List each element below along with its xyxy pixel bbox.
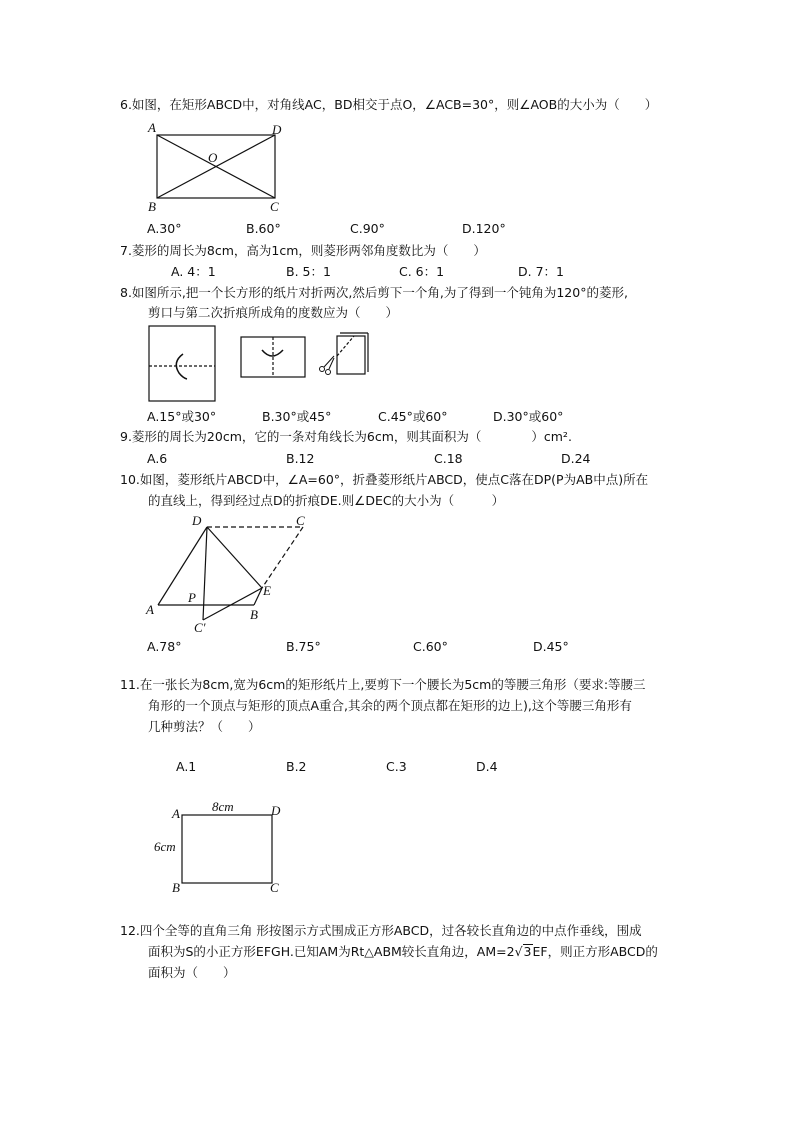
q11-label-b: B bbox=[172, 880, 180, 895]
q10-label-p: P bbox=[188, 590, 196, 605]
q6-label-b: B bbox=[148, 199, 156, 214]
q11-stem-line1: 11.在一张长为8cm,宽为6cm的矩形纸片上,要剪下一个腰长为5cm的等腰三角形（要求:等腰三 bbox=[120, 677, 646, 692]
q8-stem-line1: 8.如图所示,把一个长方形的纸片对折两次,然后剪下一个角,为了得到一个钝角为120°的菱形, bbox=[120, 285, 628, 300]
q12-stem-line1: 12.四个全等的直角三角 形按图示方式围成正方形ABCD，过各较长直角边的中点作垂线，围成 bbox=[120, 923, 642, 938]
q11-label-left: 6cm bbox=[154, 839, 176, 854]
q11-rect bbox=[182, 815, 272, 883]
q12-stem-line2-end: EF，则正方形ABCD的 bbox=[532, 944, 658, 959]
q10-label-b: B bbox=[250, 607, 258, 622]
q6-option-a: A.30° bbox=[147, 221, 182, 236]
q11-label-top: 8cm bbox=[212, 799, 234, 814]
q8-option-c: C.45°或60° bbox=[378, 409, 448, 424]
q6-option-b: B.60° bbox=[246, 221, 281, 236]
q11-stem-line3: 几种剪法？（ ） bbox=[148, 719, 261, 734]
q11-stem-line2: 角形的一个顶点与矩形的顶点A重合,其余的两个顶点都在矩形的边上),这个等腰三角形有 bbox=[148, 698, 632, 713]
q12-stem-line2-start: 面积为S的小正方形EFGH.已知AM为Rt△ABM较长直角边，AM=2 bbox=[148, 944, 515, 959]
q10-label-e: E bbox=[263, 583, 271, 598]
q6-label-o: O bbox=[208, 150, 218, 165]
q10-label-c: C bbox=[296, 513, 305, 528]
q7-option-b: B. 5：1 bbox=[286, 264, 331, 279]
q10-option-b: B.75° bbox=[286, 639, 321, 654]
q11-label-a: A bbox=[172, 806, 180, 821]
q9-option-c: C.18 bbox=[434, 451, 463, 466]
q12-stem-line3: 面积为（ ） bbox=[148, 965, 236, 980]
q9-option-d: D.24 bbox=[561, 451, 591, 466]
q7-option-c: C. 6：1 bbox=[399, 264, 445, 279]
q11-label-d: D bbox=[271, 803, 281, 818]
q10-label-d: D bbox=[192, 513, 202, 528]
q6-label-c: C bbox=[270, 199, 279, 214]
q11-option-d: D.4 bbox=[476, 759, 498, 774]
q10-label-c-prime: C′ bbox=[194, 620, 206, 635]
q10-stem-line1: 10.如图，菱形纸片ABCD中，∠A=60°，折叠菱形纸片ABCD，使点C落在DP(P为AB中点)所在 bbox=[120, 472, 649, 487]
sqrt-icon: √ bbox=[514, 944, 523, 959]
q9-stem: 9.菱形的周长为20cm，它的一条对角线长为6cm，则其面积为（ ）cm². bbox=[120, 429, 572, 444]
q10-option-c: C.60° bbox=[413, 639, 448, 654]
q7-stem: 7.菱形的周长为8cm，高为1cm，则菱形两邻角度数比为（ ） bbox=[120, 243, 486, 258]
q10-stem-line2: 的直线上，得到经过点D的折痕DE.则∠DEC的大小为（ ） bbox=[148, 493, 505, 508]
q10-option-a: A.78° bbox=[147, 639, 182, 654]
q6-label-a: A bbox=[148, 120, 156, 135]
q10-option-d: D.45° bbox=[533, 639, 569, 654]
q11-label-c: C bbox=[270, 880, 279, 895]
q7-option-d: D. 7：1 bbox=[518, 264, 564, 279]
q8-option-d: D.30°或60° bbox=[493, 409, 564, 424]
q9-option-b: B.12 bbox=[286, 451, 315, 466]
q11-option-b: B.2 bbox=[286, 759, 307, 774]
q12-stem-line2 bbox=[148, 944, 658, 960]
q7-option-a: A. 4：1 bbox=[171, 264, 216, 279]
q10-label-a: A bbox=[146, 602, 154, 617]
q8-option-b: B.30°或45° bbox=[262, 409, 332, 424]
q8-stem-line2: 剪口与第二次折痕所成角的度数应为（ ） bbox=[148, 305, 399, 320]
q6-stem: 6.如图，在矩形ABCD中，对角线AC，BD相交于点O，∠ACB=30°，则∠AOB的大小为（ ） bbox=[120, 97, 658, 112]
q6-option-c: C.90° bbox=[350, 221, 385, 236]
q6-label-d: D bbox=[272, 122, 282, 137]
q6-option-d: D.120° bbox=[462, 221, 506, 236]
q8-option-a: A.15°或30° bbox=[147, 409, 217, 424]
q11-option-c: C.3 bbox=[386, 759, 407, 774]
q12-radicand: 3 bbox=[523, 944, 532, 959]
q11-option-a: A.1 bbox=[176, 759, 197, 774]
q9-option-a: A.6 bbox=[147, 451, 168, 466]
